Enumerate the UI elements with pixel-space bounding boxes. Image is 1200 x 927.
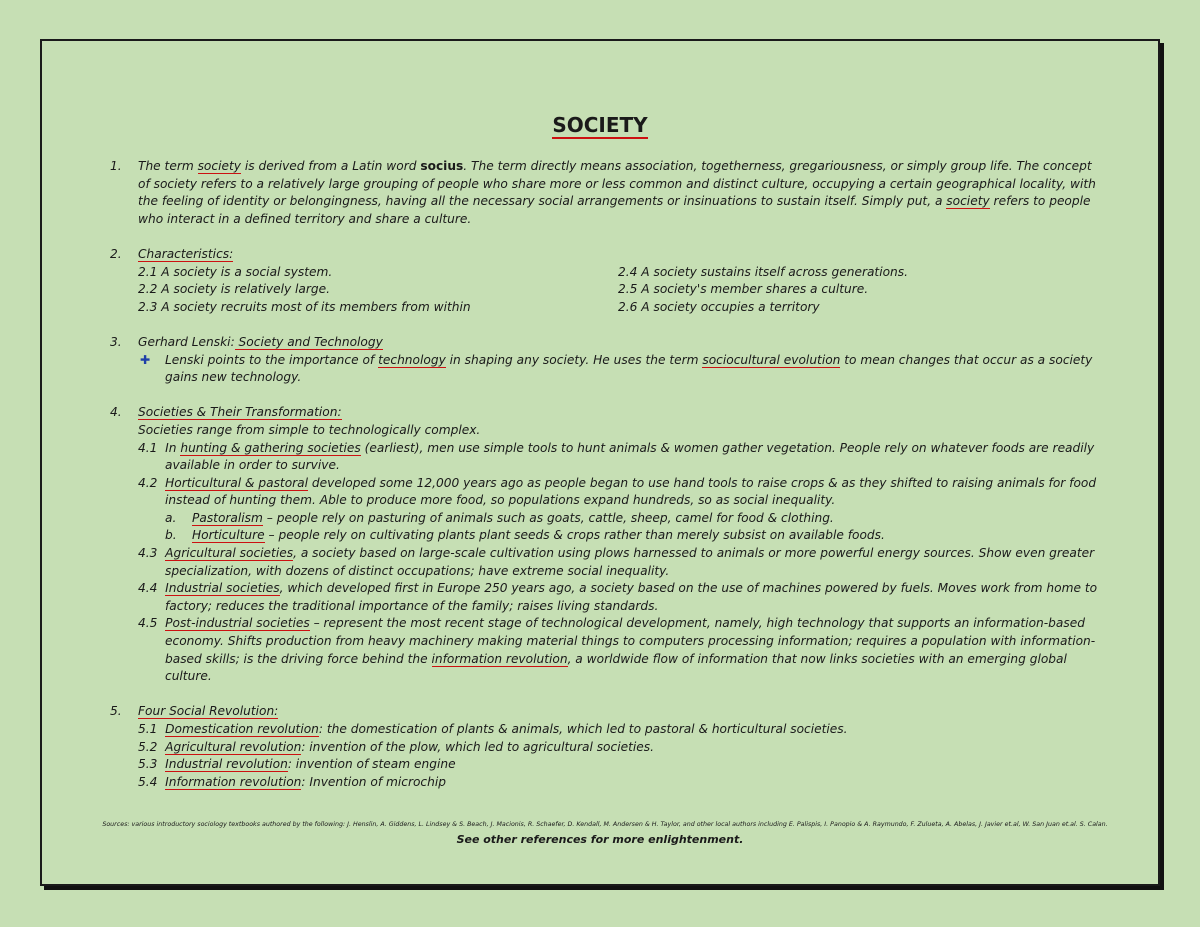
sources-note: Sources: various introductory sociology textbooks authored by the following: J. Henslin, A. Giddens, L. Lindsey & S. Beach, J. Macionis, R. Schaefer, D. Kendall, M. Andersen & H. Taylor, and other local authors including E. Palispis, I. Panopio & A. Raymundo, F. Zulueta, A. Abelas, J. Javier et.al, W. San Juan et.al. S. Calan. [102,821,1108,828]
term-society: society [197,159,241,173]
list-item: 4.2 Horticultural & pastoral developed some 12,000 years ago as people began to use hand tools to raise crops & as they shifted to raising animals for food instead of hunting them. Able to produce more food, so populations expand hundreds, so as social inequality. [138,475,1097,508]
list-item: 2.4 A society sustains itself across generations. [618,264,909,279]
list-item: 4.5 Post-industrial societies – represent the most recent stage of technological development, namely, high technology that supports an information-based economy. Shifts production from heavy machinery making material things to computers processing information; requires a population with information-based skills; is the driving force behind the information revolution, a worldwide flow of information that now links societies with an emerging global culture. [138,616,1096,684]
list-item: 2.3 A society recruits most of its members from within [138,299,471,314]
list-item: 5.2 Agricultural revolution: invention of the plow, which led to agricultural societies. [138,739,654,754]
section-heading: Society and Technology [234,334,383,349]
document-page [40,39,1160,886]
document-body [110,158,1098,809]
list-item: a. Pastoralism – people rely on pasturing of animals such as goats, cattle, sheep, camel for food & clothing. [165,510,834,525]
list-item: 4.3 Agricultural societies, a society based on large-scale cultivation using plows harnessed to animals or more powerful energy sources. Show even greater specialization, with dozens of distinct occupations; have extreme social inequality. [138,546,1095,578]
list-item: b. Horticulture – people rely on cultivating plants plant seeds & crops rather than merely subsist on available foods. [165,528,885,543]
list-item: 5.3 Industrial revolution: invention of steam engine [138,757,456,772]
section-4: 4. Societies & Their Transformation: Societies range from simple to technologically complex. 4.1 In hunting & gathering societies (earliest), men use simple tools to hunt animals & women gather vegetation. People rely on whatever foods are readily available in order to survive. 4.2 Horticultural & pastoral developed some 12,000 years ago as people began to use hand tools to raise crops & as they shifted to raising animals for food instead of hunting them. Able to produce more food, so populations expand hundreds, so as social inequality. a. Pastoralism – people rely on pasturing of animals such as goats, cattle, sheep, camel for food & clothing. b. Horticulture – people rely on cultivating plants plant seeds & crops rather than merely subsist on available foods. 4.3 Agricultural societies, a society based on large-scale cultivation using plows harnessed to animals or more powerful energy sources. Show even greater specialization, with dozens of distinct occupations; have extreme social inequality. 4.4 Industrial societies, which developed first in Europe 250 years ago, a society based on the use of machines powered by fuels. Moves work from home to factory; reduces the traditional importance of the family; raises living standards. 4.5 Post-industrial societies – represent the most recent stage of technological development, namely, high technology that supports an information-based economy. Shifts production from heavy machinery making material things to computers processing information; requires a population with information-based skills; is the driving force behind the information revolution, a worldwide flow of information that now links societies with an emerging global culture. [138,404,1098,686]
characteristics-list [138,264,1098,317]
list-item: 5.4 Information revolution: Invention of microchip [138,774,446,789]
section-2: 2. Characteristics: 2.1 A society is a social system. 2.2 A society is relatively large. 2.3 A society recruits most of its members from within 2.4 A society sustains itself across generations. 2.5 A society's member shares a culture. 2.6 A society occupies a territory [138,246,1098,316]
section-1: 1. The term society is derived from a Latin word socius. The term directly means association, togetherness, gregariousness, or simply group life. The concept of society refers to a relatively large grouping of people who share more or less common and distinct culture, occupying a certain geographical locality, with the feeling of identity or belongingness, having all the necessary social arrangements or insinuations to sustain itself. Simply put, a society refers to people who interact in a defined territory and share a culture. [110,159,1096,226]
page-title: SOCIETY [552,113,648,137]
list-item: ✚ Lenski points to the importance of technology in shaping any society. He uses the term sociocultural evolution to mean changes that occur as a society gains new technology. [140,352,1093,385]
list-item: 2.2 A society is relatively large. [138,282,331,297]
section-3: 3. Gerhard Lenski: Society and Technology ✚ Lenski points to the importance of technology in shaping any society. He uses the term sociocultural evolution to mean changes that occur as a society gains new technology. [138,334,1098,387]
section-5: 5. Four Social Revolution: 5.1 Domestication revolution: the domestication of plants & animals, which led to pastoral & horticultural societies. 5.2 Agricultural revolution: invention of the plow, which led to agricultural societies. 5.3 Industrial revolution: invention of steam engine 5.4 Information revolution: Invention of microchip [138,703,1098,791]
section-heading: Four Social Revolution: [138,704,279,719]
list-item: 2.5 A society's member shares a culture. [618,282,869,297]
section-heading: Societies & Their Transformation: [138,405,342,420]
section-heading: Characteristics: [138,246,234,261]
references-note: See other references for more enlightenment. [456,833,744,846]
list-item: 2.1 A society is a social system. [138,264,333,279]
list-item: 5.1 Domestication revolution: the domestication of plants & animals, which led to pastoral & horticultural societies. [138,722,848,736]
term-socius: socius [420,159,464,173]
bullet-arrow-icon: ✚ [140,352,151,367]
list-item: 4.4 Industrial societies, which developed first in Europe 250 years ago, a society based on the use of machines powered by fuels. Moves work from home to factory; reduces the traditional importance of the family; raises living standards. [138,581,1098,613]
list-item: 4.1 In hunting & gathering societies (earliest), men use simple tools to hunt animals & women gather vegetation. People rely on whatever foods are readily available in order to survive. [138,440,1095,473]
list-item: 2.6 A society occupies a territory [618,299,820,314]
